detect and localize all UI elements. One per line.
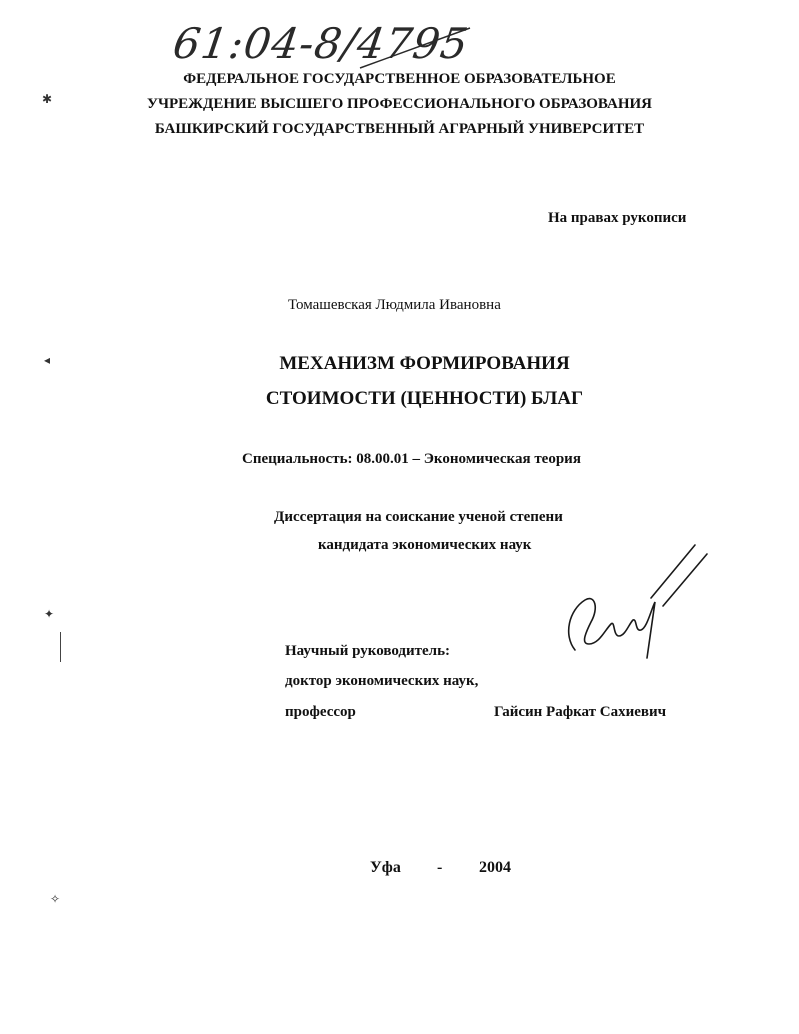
supervisor-rank: профессор (285, 704, 356, 720)
year: 2004 (479, 859, 511, 876)
specialty-line: Специальность: 08.00.01 – Экономическая теория (242, 451, 581, 467)
manuscript-note: На правах рукописи (548, 210, 687, 226)
institution-line-3: БАШКИРСКИЙ ГОСУДАРСТВЕННЫЙ АГРАРНЫЙ УНИВЕРСИТЕТ (154, 121, 645, 137)
author-signature (555, 540, 715, 665)
supervisor-degree: доктор экономических наук, (285, 673, 479, 689)
degree-line-2: кандидата экономических наук (318, 537, 532, 553)
dissertation-title-line-2: СТОИМОСТИ (ЦЕННОСТИ) БЛАГ (265, 388, 584, 409)
supervisor-name: Гайсин Рафкат Сахиевич (494, 704, 667, 720)
author-name: Томашевская Людмила Ивановна (288, 297, 501, 313)
scan-mark-1: ✱ (42, 92, 53, 106)
handwritten-archive-number (170, 12, 490, 72)
degree-line-1: Диссертация на соискание ученой степени (274, 509, 563, 525)
scan-mark-2: ◂ (44, 353, 51, 367)
archive-number-text: 61:04-8/4795 (170, 19, 472, 68)
institution-line-1: ФЕДЕРАЛЬНОЕ ГОСУДАРСТВЕННОЕ ОБРАЗОВАТЕЛЬНОЕ (183, 71, 616, 87)
dissertation-title-line-1: МЕХАНИЗМ ФОРМИРОВАНИЯ (279, 353, 570, 374)
footer-dash: - (437, 859, 443, 876)
binding-line (60, 632, 61, 662)
scan-mark-3: ✦ (44, 607, 55, 621)
supervisor-label: Научный руководитель: (285, 643, 450, 659)
scan-mark-4: ✧ (50, 892, 61, 906)
city: Уфа (370, 859, 401, 876)
institution-line-2: УЧРЕЖДЕНИЕ ВЫСШЕГО ПРОФЕССИОНАЛЬНОГО ОБРАЗОВАНИЯ (147, 96, 652, 112)
